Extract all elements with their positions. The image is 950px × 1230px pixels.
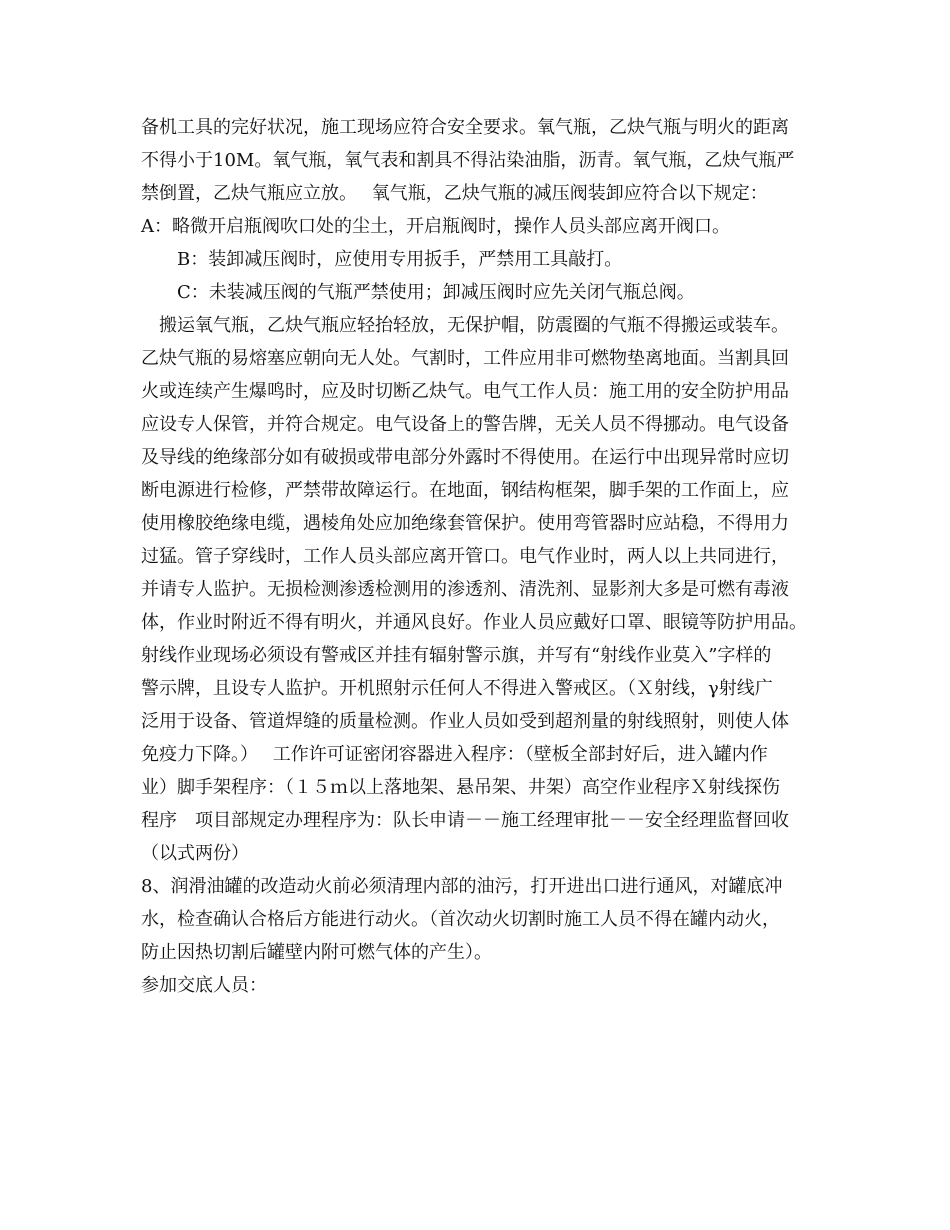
text-line: 免疫力下降。） 工作许可证密闭容器进入程序：（壁板全部封好后，进入罐内作: [141, 744, 768, 765]
text-line: 使用橡胶绝缘电缆，遇棱角处应加绝缘套管保护。使用弯管器时应站稳，不得用力: [141, 513, 789, 534]
text-line: 并请专人监护。无损检测渗透检测用的渗透剂、清洗剂、显影剂大多是可燃有毒液: [141, 579, 789, 600]
text-line: 水，检查确认合格后方能进行动火。（首次动火切割时施工人员不得在罐内动火，: [141, 909, 780, 930]
text-line: 乙炔气瓶的易熔塞应朝向无人处。气割时，工件应用非可燃物垫离地面。当割具回: [141, 348, 789, 369]
text-line: 程序 项目部规定办理程序为：队长申请－－施工经理审批－－安全经理监督回收: [141, 810, 789, 831]
text-line: 不得小于10M。氧气瓶，氧气表和割具不得沾染油脂，沥青。氧气瓶，乙炔气瓶严: [141, 150, 795, 171]
text-line: 警示牌，且设专人监护。开机照射示任何人不得进入警戒区。（Ｘ射线，γ射线广: [141, 678, 773, 699]
text-line: A：略微开启瓶阀吹口处的尘土，开启瓶阀时，操作人员头部应离开阀口。: [141, 216, 730, 237]
text-line: 备机工具的完好状况，施工现场应符合安全要求。氧气瓶，乙炔气瓶与明火的距离: [141, 117, 789, 138]
text-line: 防止因热切割后罐壁内附可燃气体的产生）。: [141, 942, 492, 963]
text-line: 射线作业现场必须设有警戒区并挂有辐射警示旗，并写有“射线作业莫入”字样的: [141, 645, 772, 666]
text-line: （以式两份）: [141, 843, 249, 864]
text-line: 8、润滑油罐的改造动火前必须清理内部的油污，打开进出口进行通风，对罐底冲: [141, 876, 783, 897]
text-line: B：装卸减压阀时，应使用专用扳手，严禁用工具敲打。: [141, 249, 623, 270]
text-line: 参加交底人员：: [141, 975, 267, 996]
text-line: C：未装减压阀的气瓶严禁使用；卸减压阀时应先关闭气瓶总阀。: [141, 282, 695, 303]
text-line: 禁倒置，乙炔气瓶应立放。 氧气瓶，乙炔气瓶的减压阀装卸应符合以下规定：: [141, 183, 768, 204]
text-line: 搬运氧气瓶，乙炔气瓶应轻抬轻放，无保护帽，防震圈的气瓶不得搬运或装车。: [141, 315, 789, 336]
text-line: 断电源进行检修，严禁带故障运行。在地面，钢结构框架，脚手架的工作面上，应: [141, 480, 789, 501]
text-line: 应设专人保管，并符合规定。电气设备上的警告牌，无关人员不得挪动。电气设备: [141, 414, 789, 435]
text-line: 过猛。管子穿线时，工作人员头部应离开管口。电气作业时，两人以上共同进行，: [141, 546, 789, 567]
text-line: 业）脚手架程序：（１５ｍ以上落地架、悬吊架、井架）高空作业程序Ｘ射线探伤: [141, 777, 780, 798]
text-line: 火或连续产生爆鸣时，应及时切断乙炔气。电气工作人员：施工用的安全防护用品: [141, 381, 789, 402]
text-line: 体，作业时附近不得有明火，并通风良好。作业人员应戴好口罩、眼镜等防护用品。: [141, 612, 807, 633]
text-line: 及导线的绝缘部分如有破损或带电部分外露时不得使用。在运行中出现异常时应切: [141, 447, 789, 468]
text-line: 泛用于设备、管道焊缝的质量检测。作业人员如受到超剂量的射线照射，则使人体: [141, 711, 789, 732]
